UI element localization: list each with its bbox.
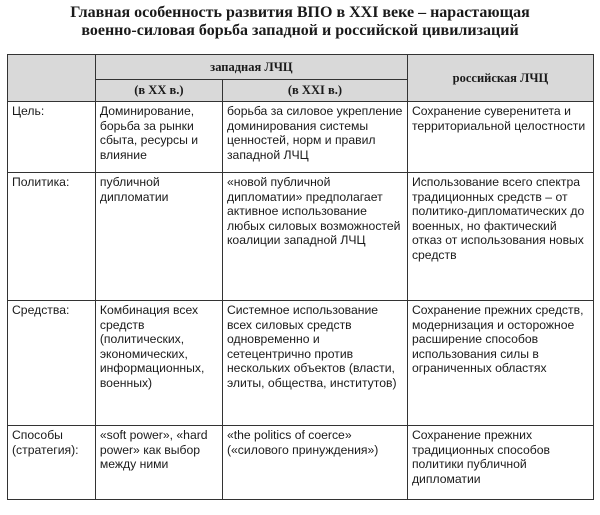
cell-20th: «soft power», «hard power» как выбор между ними (95, 426, 222, 500)
row-label: Политика: (8, 173, 96, 301)
header-western: западная ЛЧЦ (95, 55, 407, 80)
cell-21st: «the politics of coerce» («силового принуждения») (222, 426, 407, 500)
header-russian: российская ЛЧЦ (407, 55, 593, 102)
cell-20th: публичной дипломатии (95, 173, 222, 301)
row-label: Средства: (8, 301, 96, 426)
table-row (8, 301, 594, 426)
cell-russian: Использование всего спектра традиционных средств – от политико-дипломатических до военных, но фактический отказ от использования новых средств (407, 173, 593, 301)
cell-21st: борьба за силовое укрепление доминирования системы ценностей, норм и правил западной ЛЧЦ (222, 102, 407, 173)
header-row (8, 55, 594, 80)
cell-21st: «новой публичной дипломатии» предполагает активное использование любых силовых возможностей коалиции западной ЛЧЦ (222, 173, 407, 301)
header-20th-century: (в XX в.) (95, 80, 222, 102)
cell-20th: Доминирование, борьба за рынки сбыта, ресурсы и влияние (95, 102, 222, 173)
comparison-table (7, 54, 594, 500)
header-empty-cell (8, 55, 96, 102)
cell-russian: Сохранение прежних традиционных способов политики публичной дипломатии (407, 426, 593, 500)
cell-21st: Системное использование всех силовых средств одновременно и сетецентрично против нескольких объектов (власти, элиты, общества, институтов) (222, 301, 407, 426)
cell-russian: Сохранение суверенитета и территориальной целостности (407, 102, 593, 173)
table-row (8, 102, 594, 173)
row-label: Способы (стратегия): (8, 426, 96, 500)
title-line-1: Главная особенность развития ВПО в XXI веке – нарастающая (70, 4, 530, 21)
table-row (8, 426, 594, 500)
cell-20th: Комбинация всех средств (политических, экономических, информационных, военных) (95, 301, 222, 426)
table-row (8, 173, 594, 301)
header-21st-century: (в XXI в.) (222, 80, 407, 102)
row-label: Цель: (8, 102, 96, 173)
title-line-2: военно-силовая борьба западной и российской цивилизаций (81, 22, 519, 39)
page-title (0, 0, 600, 44)
cell-russian: Сохранение прежних средств, модернизация и осторожное расширение способов использования силы в ограниченных областях (407, 301, 593, 426)
